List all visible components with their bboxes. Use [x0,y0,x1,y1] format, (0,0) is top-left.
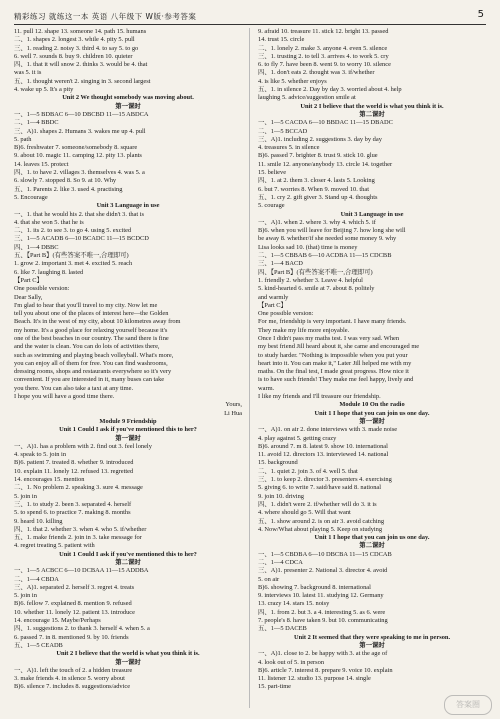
answer-line: They make my life more enjoyable. [258,326,350,334]
answer-line: B)6. patient 7. treated 8. whether 9. introduced [14,459,134,467]
answer-line: tell you about one of the places of interest here—the Golden [14,310,169,318]
answer-line: my home. It's a good place for relaxing yourself because it's [14,326,168,334]
answer-line: Li Hua [224,409,242,417]
answer-line: 一、A)1. when 2. where 3. why 4. which 5. if [258,218,376,226]
answer-line: 五、1. show around 2. is on air 3. avoid catching [258,517,385,525]
section-heading: Unit 1 I hope that you can join us one day. [314,409,430,417]
answer-line: 二、1. shapes 2. longest 3. while 4. pity 5. pull [14,36,135,44]
answer-line: 5. join in [14,592,37,600]
answer-line: my best friend Jill heard about it, she came and encouraged me [258,343,420,351]
answer-line: 5. kind-hearted 6. smile at 7. about 8. politely [258,285,375,293]
answer-line: 13. crazy 14. stars 15. noisy [258,600,330,608]
answer-line: 五、1. Parents 2. like 3. used 4. practising [14,185,123,193]
answer-line: 15. background [258,459,298,467]
answer-line: 6. slowly 7. stopped 8. So 9. at 10. Why [14,177,117,185]
answer-line: heart into it. You can make it," Later Jill helped me with my [258,359,412,367]
answer-line: 4. treasures 5. in silence [258,144,320,152]
answer-line: 三、1. trusting 2. to tell 3. arrives 4. to work 5. cry [258,52,389,60]
answer-line: 14. encourage 15. Maybe/Perhaps [14,617,101,625]
answer-line: 一、A)1. has a problem with 2. find out 3. feel lonely [14,442,152,450]
answer-line: 1. friendly 2. whether 3. Leave 4. helpful [258,276,363,284]
answer-line: 四、1. didn't were 2. if/whether will do 3. it is [258,500,377,508]
section-heading: Module 9 Friendship [99,417,157,425]
answer-line: 一、1. that he would his 2. that she didn't 3. that is [14,210,145,218]
answer-line: Lisa looks sad 10. (that) time is money [258,243,358,251]
answer-line: 6. but 7. worries 8. When 9. moved 10. that [258,185,369,193]
answer-line: 一、A)1. on air 2. done interviews with 3. made noise [258,426,398,434]
answer-line: 五、1—5 DACEB [258,625,307,633]
answer-line: 二、1—4 BBDC [14,119,59,127]
answer-line: warm. [258,384,275,392]
answer-line: 9. heard 10. killing [14,517,63,525]
answer-line: laughing 5. advice/suggestion smile at [258,94,356,102]
answer-line: 四、1. that 2. whether 3. when 4. who 5. if/whether [14,525,147,533]
answer-line: 6. passed 7. in 8. mentioned 9. by 10. friends [14,633,129,641]
answer-line: 一、1—5 ACBCC 6—10 DCBAA 11—15 ADDBA [14,567,149,575]
answer-line: 5. Encourage [14,193,48,201]
answer-line: 1. grow 2. important 3. met 4. excited 5. reach [14,260,133,268]
section-heading: Unit 2 I believe that the world is what you think it is. [300,102,444,110]
answer-line: 9. interviews 10. latest 11. studying 12. Germany [258,592,384,600]
section-heading: 第一课时 [359,641,385,649]
answer-line: 二、1—4 CBDA [14,575,59,583]
watermark-logo: 答案圈 [444,695,492,715]
answer-line: 【Part C】 [14,276,43,284]
answer-line: 6. well 7. sounds 8. buy 9. children 10. quieter [14,52,133,60]
section-heading: Unit 2 I believe that the world is what you think it is. [56,650,200,658]
left-column [14,28,242,708]
answer-line: 5. join in [14,492,37,500]
answer-line: Dear Sally, [14,293,43,301]
answer-line: 三、A)1. including 2. suggestions 3. day by day [258,135,382,143]
answer-line: such as swimming and playing beach volleyball. What's more, [14,351,174,359]
answer-line: Once I didn't pass my maths test. I was very sad. When [258,334,400,342]
answer-line: 五、1. thought weren't 2. singing in 3. second largest [14,77,151,85]
answer-line: 14. leaves 15. protect [14,160,69,168]
answer-line: 二、1. lonely 2. make 3. anyone 4. even 5. silence [258,44,388,52]
answer-line: 三、1. reading 2. noisy 3. third 4. to say 5. to go [14,44,139,52]
page-number: 5 [477,9,484,20]
answer-line: you can enjoy all of them for free. You can find washrooms, [14,359,168,367]
answer-line: is to have such friends! They make me feel happy, lively and [258,376,414,384]
answer-line: 四、1. to have 2. villages 3. themselves 4. was 5. a [14,169,145,177]
answer-line: 10. explain 11. lonely 12. refused 13. regretted [14,467,134,475]
section-heading: Unit 1 Could I ask if you've mentioned this to her? [59,426,197,434]
answer-line: I'm glad to hear that you'll travel to my city. Now let me [14,301,158,309]
answer-line: 四、1—4 DBBC [14,243,59,251]
answer-line: 三、1. to study 2. been 3. separated 4. herself [14,500,132,508]
section-heading: Unit 3 Language in use [96,202,160,210]
answer-line: 4. play against 5. getting crazy [258,434,337,442]
section-heading: 第一课时 [359,417,385,425]
answer-line: 5. to spend 6. to practice 7. making 8. months [14,509,131,517]
answer-line: and the water is clean. You can do lots of activities there, [14,343,160,351]
answer-line: to study harder. "Nothing is impossible when you put your [258,351,408,359]
section-heading: Unit 2 We thought somebody was moving about. [62,94,194,102]
section-heading: 第二课时 [359,110,385,118]
answer-line: 二、1—5 BCCAD [258,127,308,135]
answer-line: 二、1—5 CBBAB 6—10 ACDBA 11—15 CDCBB [258,252,392,260]
answer-line: be away 8. whether/if she needed some money 9. why [258,235,397,243]
answer-line: Beach. It's in the west of my city, about 10 kilometres away from [14,318,181,326]
answer-line: 五、1. make friends 2. join in 3. take message for [14,534,142,542]
answer-line: 4. is like 5. whether enjoys [258,77,327,85]
answer-line: 一、1—5 CACDA 6—10 BBDAC 11—15 DBADC [258,119,393,127]
answer-line: one of the best beaches in our country. The sand there is fine [14,334,169,342]
answer-line: 6. to fly 7. have been 8. went 9. to worry 10. silence [258,61,391,69]
answer-line: 三、1. to keep 2. director 3. presenters 4. exercising [258,476,392,484]
answer-line: 5. path [14,135,32,143]
section-heading: 第二课时 [115,559,141,566]
answer-line: 二、1. quiet 2. join 3. of 4. well 5. that [258,467,358,475]
answer-line: 11. pull 12. shape 13. someone 14. path 15. humans [14,28,147,35]
answer-line: 三、1—5 ACADB 6—10 BCADC 11—15 BCDCD [14,235,149,243]
answer-line: B)6. passed 7. brighter 8. trust 9. stick 10. glue [258,152,378,160]
answer-line: was 5. it is [14,69,42,77]
section-heading: Unit 2 It seemed that they were speaking to me in person. [293,633,451,641]
answer-line: I hope you will have a good time there. [14,393,115,401]
answer-line: 4. where should go 5. Will that want [258,509,351,517]
right-column [258,28,486,708]
answer-line: 4. speak to 5. join in [14,451,67,459]
answer-line: I like my friends and I'll treasure our friendship. [258,393,381,401]
section-heading: 第一课时 [115,102,141,110]
answer-line: One possible version: [14,285,70,293]
answer-line: 7. people's 8. have taken 9. but 10. communicating [258,617,388,625]
answer-line: 五、1—5 CEADB [14,641,63,649]
answer-line: B)6. fellow 7. explained 8. mention 9. refused [14,600,132,608]
answer-line: 5. courage [258,202,285,210]
answer-line: you there. You can also take a taxi at any time. [14,384,134,392]
column-divider [249,28,250,708]
answer-line: 一、A)1. left the touch of 2. a hidden treasure [14,666,133,674]
answer-line: 二、1—4 CDCA [258,559,303,566]
answer-line: One possible version: [258,310,314,318]
answer-line: 11. smile 12. anyone/anybody 13. circle 14. together [258,160,393,168]
answer-line: 三、A)1. presenter 2. National 3. director 4. avoid [258,567,388,575]
answer-line: 三、A)1. separated 2. herself 3. regret 4. treats [14,583,135,591]
answer-line: 四、1. from 2. but 3. a 4. interesting 5. as 6. were [258,608,386,616]
answer-line: 4. regret treating 5. patient with [14,542,95,550]
answer-line: 15. believe [258,169,287,177]
answer-line: 4. wake up 5. It's a pity [14,86,74,94]
answer-line: 14. encourages 15. mention [14,476,85,484]
answer-line: 4. Now/What about playing 5. Keep on studying [258,525,383,533]
section-heading: Unit 1 I hope that you can join us one day. [314,534,430,542]
answer-line: 三、1—4 BACD [258,260,303,268]
answer-line: 五、【Part B】(有些答案不唯一,合理即可) [14,252,129,260]
answer-line: 11. listener 12. studio 13. purpose 14. single [258,675,371,683]
answer-line: 9. about 10. magic 11. camping 12. pity 13. plants [14,152,142,160]
section-heading: 第一课时 [115,658,141,666]
answer-line: and warmly [258,293,289,301]
answer-line: 四、1. at 2. them 3. closer 4. lasts 5. Looking [258,177,375,185]
answer-line: 3. make friends 4. in silence 5. worry about [14,675,125,683]
section-heading: Unit 1 Could I ask if you've mentioned this to her? [59,550,197,558]
answer-line: 五、1. in silence 2. Day by day 3. worried about 4. help [258,86,402,94]
section-heading: Module 10 On the radio [339,401,405,409]
answer-line: convenient. If you are interested in it, many buses can take [14,376,165,384]
answer-line: B)6. silence 7. includes 8. suggestions/advice [14,683,131,691]
section-heading: Unit 3 Language in use [340,210,404,218]
answer-line: 二、1. No problem 2. speaking 3. sure 4. message [14,484,143,492]
section-heading: 第二课时 [359,542,385,550]
answer-line: 三、A)1. shapes 2. Humans 3. wakes me up 4. pull [14,127,146,135]
header-title: 精彩练习 就练这一本 英语 八年级下 W版·参考答案 [14,12,197,21]
answer-line: B)6. around 7. m 8. latest 9. show 10. international [258,442,388,450]
page-header [14,8,486,25]
answer-line: 14. trust 15. circle [258,36,305,44]
answer-line: 15. part-time [258,683,292,691]
answer-line: 一、1—5 CBDBA 6—10 DBCBA 11—15 CDCAB [258,550,392,558]
answer-line: For me, friendship is very important. I have many friends. [258,318,407,326]
answer-line: B)6. showing 7. background 8. international [258,583,371,591]
answer-line: 10. whether 11. lonely 12. patient 13. introduce [14,608,135,616]
answer-line: 四、1. that it will snow 2. thinks 3. would be 4. that [14,61,148,69]
answer-line: 五、1. cry 2. gift giver 3. Stand up 4. thoughts [258,193,378,201]
answer-line: 一、A)1. close to 2. be happy with 3. at the age of [258,650,388,658]
answer-line: 9. afraid 10. treasure 11. stick 12. bright 13. passed [258,28,389,35]
answer-line: Yours, [225,401,242,409]
answer-line: 4. look out of 5. in person [258,658,325,666]
answer-line: maths. On the final test, I made great progress. How nice it [258,368,409,376]
answer-line: 【Part C】 [258,301,287,309]
answer-line: 5. on air [258,575,280,583]
answer-line: 二、1. its 2. to see 3. to go 4. using 5. excited [14,227,132,235]
answer-line: 11. avoid 12. directors 13. interviewed 14. national [258,451,389,459]
answer-line: 5. giving 6. to write 7. said/have said 8. national [258,484,381,492]
answer-line: 9. join 10. driving [258,492,304,500]
answer-line: 四、【Part B】(有些答案不唯一,合理即可) [258,268,373,276]
answer-line: B)6. article 7. interest 8. prepare 9. voice 10. explain [258,666,393,674]
answer-line: B)6. freshwater 7. someone/somebody 8. square [14,144,138,152]
answer-line: 6. like 7. laughing 8. lasted [14,268,84,276]
answer-line: 4. that she won 5. that he is [14,218,84,226]
section-heading: 第一课时 [115,434,141,442]
answer-line: 一、1—5 BDBAC 6—10 DBCBD 11—15 ABDCA [14,110,149,118]
answer-line: B)6. when you will leave for Beijing 7. how long she will [258,227,406,235]
answer-line: dressing rooms, shops and restaurants everywhere so it's very [14,368,172,376]
answer-line: 四、1. suggestions 2. to thank 3. herself 4. when 5. a [14,625,150,633]
answer-line: 四、1. don't eats 2. thought was 3. if/whether [258,69,375,77]
